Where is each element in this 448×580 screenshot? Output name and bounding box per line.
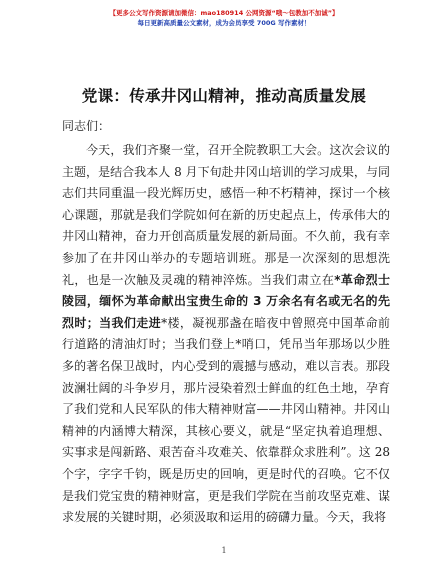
promo-banner [0,8,448,28]
promo-line-2: 每日更新高质量公文素材，成为会员享受 700G 写作素材！ [137,19,311,27]
body-paragraph [62,140,390,529]
salutation: 同志们： [62,119,111,133]
paragraph-text-2: *楼，凝视那盏在暗夜中曾照亮中国革命前行道路的清油灯时；当我们登上*哨口，凭吊当年那场以少胜多的著名保卫战时，内心受到的震撼与感动，难以言表。那段波澜壮阔的斗争岁月，那片浸染着烈士鲜血的红色土地，孕育了我们党和人民军队的伟大精神财富——井冈山精神。井冈山精神的内涵博大精深，其核心要义，就是“坚定执着追理想、实事求是闯新路、艰苦奋斗攻难关、依靠群众求胜利”。这 28 个字，字字千钧，既是历史的回响，更是时代的召唤。它不仅是我们党宝贵的精神财富，更是我们学院在当前攻坚克难、谋求发展的关键时期，必须汲取和运用的磅礴力量。今天，我将 [62,315,390,525]
document-title: 党课：传承井冈山精神，推动高质量发展 [81,87,367,105]
page-number: 1 [221,546,227,555]
promo-line-1: 【更多公文写作资源请加微信：mao180914 公网资源“哦～包教加不加诚”】 [109,9,339,17]
paragraph-bold-text: *革命烈士陵园，缅怀为革命献出宝贵生命的 3 万余名有名或无名的先烈时；当我们走进 [62,272,390,330]
paragraph-text-1: 今天，我们齐聚一堂，召开全院教职工大会。这次会议的主题，是结合我本人 8 月下旬赴井冈山培训的学习成果，与同志们共同重温一段光辉历史，感悟一种不朽精神，探讨一个核心课题，那就是我们学院如何在新的历史起点上，传承伟大的井冈山精神，奋力开创高质量发展的新局面。不久前，我有幸参加了在井冈山举办的专题培训班。那是一次深刻的思想洗礼，也是一次触及灵魂的精神淬炼。当我们肃立在 [62,143,390,287]
